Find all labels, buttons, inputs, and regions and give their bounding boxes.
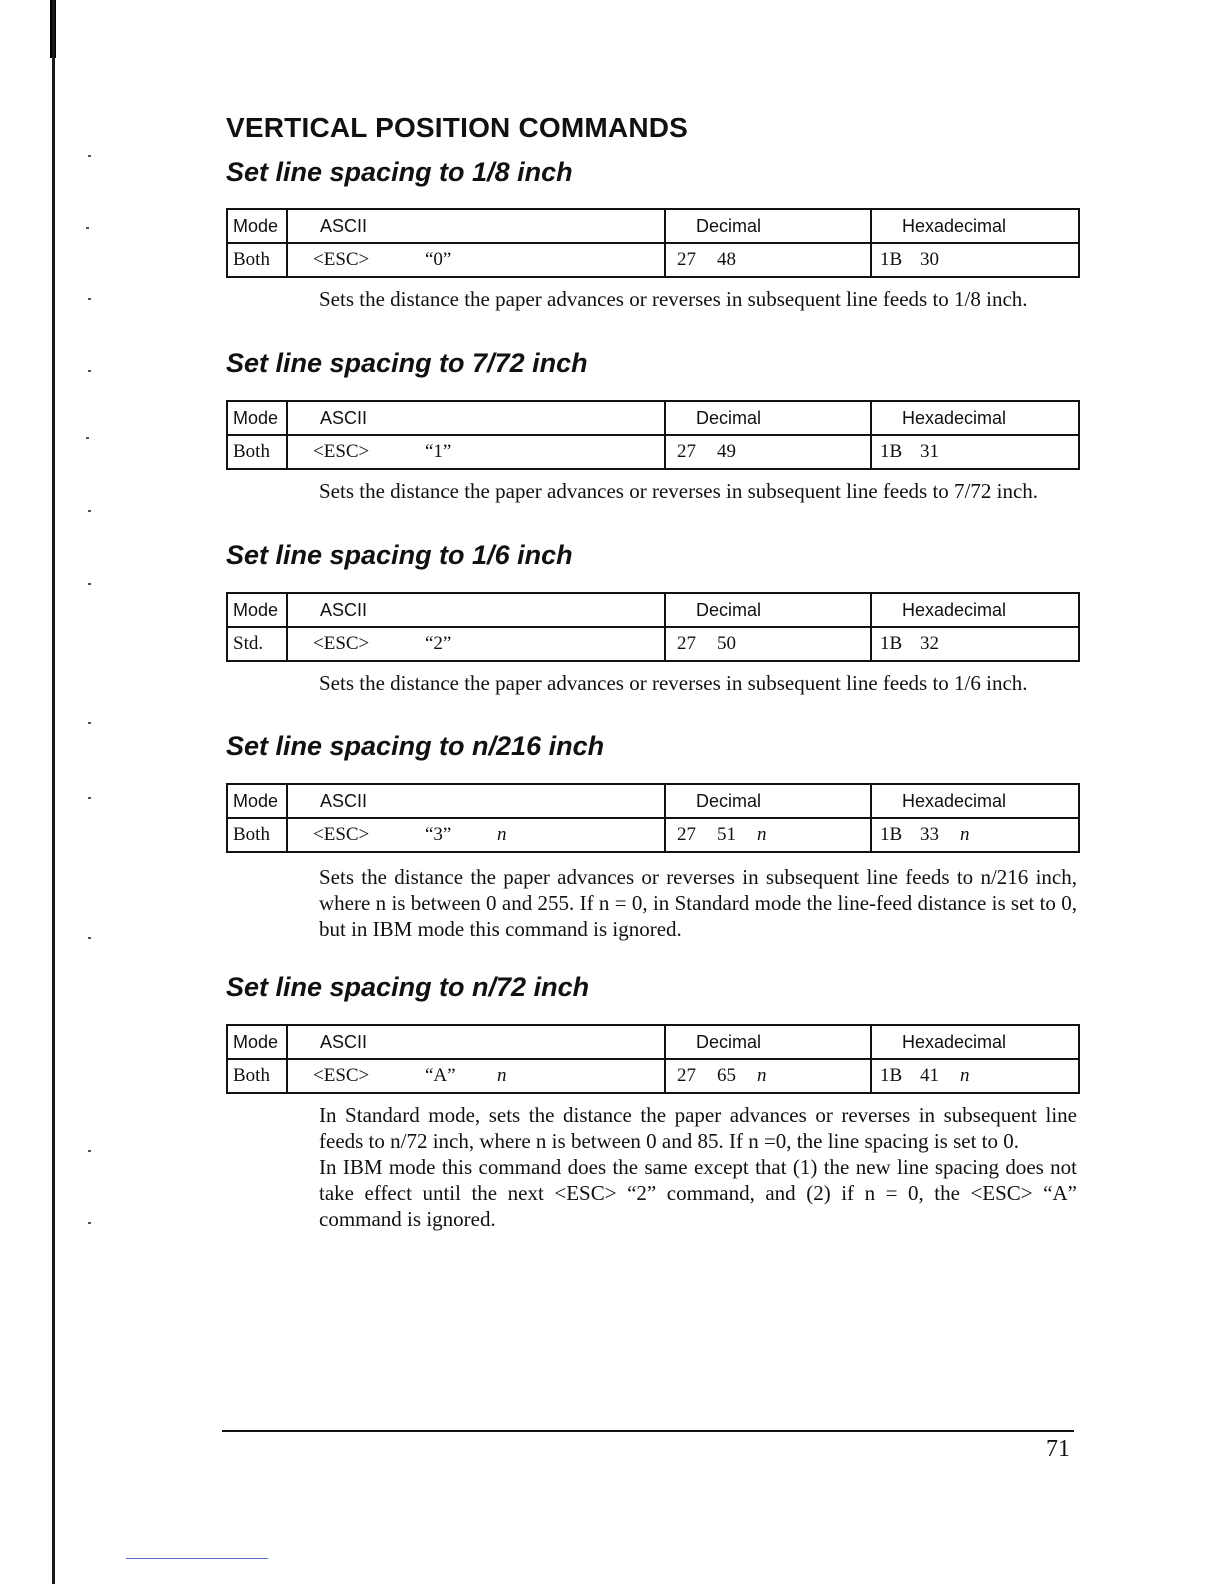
decimal-header: Decimal bbox=[665, 593, 871, 627]
ascii-char: “0” bbox=[425, 249, 452, 270]
hexadecimal-cell bbox=[871, 818, 1079, 852]
decimal-cell bbox=[665, 627, 871, 661]
scan-speck bbox=[88, 937, 91, 939]
decimal-esc: 27 bbox=[677, 1065, 696, 1086]
table-row bbox=[227, 1059, 1079, 1093]
hexadecimal-header: Hexadecimal bbox=[871, 209, 1079, 243]
ascii-arg: n bbox=[497, 1065, 507, 1086]
decimal-char: 65 bbox=[717, 1065, 736, 1086]
command-table bbox=[226, 208, 1080, 278]
hexadecimal-header: Hexadecimal bbox=[871, 784, 1079, 818]
ascii-char: “1” bbox=[425, 441, 452, 462]
decimal-header: Decimal bbox=[665, 401, 871, 435]
ascii-cell bbox=[287, 627, 665, 661]
hex-char: 31 bbox=[920, 441, 939, 462]
decimal-esc: 27 bbox=[677, 441, 696, 462]
hex-esc: 1B bbox=[880, 441, 903, 462]
table-row bbox=[227, 243, 1079, 277]
scan-speck bbox=[88, 298, 91, 300]
decimal-char: 50 bbox=[717, 633, 736, 654]
ascii-header: ASCII bbox=[287, 1025, 665, 1059]
ascii-char: “3” bbox=[425, 824, 452, 845]
section-title: Set line spacing to 1/8 inch bbox=[226, 157, 573, 187]
scan-speck bbox=[88, 583, 91, 585]
esc-code: <ESC> bbox=[313, 824, 370, 845]
table-row bbox=[227, 627, 1079, 661]
ascii-char: “2” bbox=[425, 633, 452, 654]
command-table bbox=[226, 400, 1080, 470]
ascii-char: “A” bbox=[425, 1065, 456, 1086]
hexadecimal-cell bbox=[871, 435, 1079, 469]
decimal-esc: 27 bbox=[677, 824, 696, 845]
mode-header: Mode bbox=[227, 784, 287, 818]
scan-speck bbox=[86, 437, 89, 439]
hexadecimal-header: Hexadecimal bbox=[871, 401, 1079, 435]
mode-header: Mode bbox=[227, 401, 287, 435]
ascii-header: ASCII bbox=[287, 209, 665, 243]
command-table bbox=[226, 783, 1080, 853]
hex-esc: 1B bbox=[880, 1065, 903, 1086]
scan-speck bbox=[88, 1150, 91, 1152]
mode-header: Mode bbox=[227, 1025, 287, 1059]
hex-arg: n bbox=[960, 824, 970, 845]
esc-code: <ESC> bbox=[313, 249, 370, 270]
hexadecimal-cell bbox=[871, 1059, 1079, 1093]
mode-cell: Both bbox=[227, 818, 287, 852]
section-description bbox=[319, 478, 1077, 504]
hex-char: 33 bbox=[920, 824, 939, 845]
section-description bbox=[319, 864, 1077, 942]
decimal-header: Decimal bbox=[665, 209, 871, 243]
decimal-arg: n bbox=[757, 1065, 767, 1086]
ascii-cell bbox=[287, 818, 665, 852]
description-paragraph: Sets the distance the paper advances or reverses in subsequent line feeds to 1/8 inch. bbox=[319, 287, 1028, 311]
hex-esc: 1B bbox=[880, 824, 903, 845]
description-paragraph: In IBM mode this command does the same except that (1) the new line spacing does not take effect until the next <ESC> “2” command, and (2) if n = 0, the <ESC> “A” command is ignored. bbox=[319, 1155, 1077, 1231]
esc-code: <ESC> bbox=[313, 633, 370, 654]
ascii-cell bbox=[287, 1059, 665, 1093]
description-paragraph: In Standard mode, sets the distance the paper advances or reverses in subsequent line feeds to n/72 inch, where n is between 0 and 85. If n =0, the line spacing is set to 0. bbox=[319, 1103, 1077, 1153]
hex-esc: 1B bbox=[880, 249, 903, 270]
decimal-header: Decimal bbox=[665, 784, 871, 818]
hex-esc: 1B bbox=[880, 633, 903, 654]
section-title: Set line spacing to 7/72 inch bbox=[226, 348, 588, 378]
section-title: Set line spacing to n/72 inch bbox=[226, 972, 590, 1002]
decimal-cell bbox=[665, 1059, 871, 1093]
esc-code: <ESC> bbox=[313, 441, 370, 462]
footer-rule bbox=[222, 1430, 1074, 1432]
decimal-char: 48 bbox=[717, 249, 736, 270]
table-header-row bbox=[227, 593, 1079, 627]
scan-speck bbox=[88, 1222, 91, 1224]
hex-char: 30 bbox=[920, 249, 939, 270]
hexadecimal-header: Hexadecimal bbox=[871, 593, 1079, 627]
hexadecimal-cell bbox=[871, 627, 1079, 661]
decimal-cell bbox=[665, 435, 871, 469]
table-header-row bbox=[227, 401, 1079, 435]
scan-speck bbox=[88, 370, 91, 372]
mode-header: Mode bbox=[227, 209, 287, 243]
mode-cell: Std. bbox=[227, 627, 287, 661]
section-title: Set line spacing to n/216 inch bbox=[226, 731, 605, 761]
ascii-header: ASCII bbox=[287, 401, 665, 435]
decimal-char: 51 bbox=[717, 824, 736, 845]
ascii-cell bbox=[287, 243, 665, 277]
mode-cell: Both bbox=[227, 435, 287, 469]
description-paragraph: Sets the distance the paper advances or reverses in subsequent line feeds to 1/6 inch. bbox=[319, 671, 1028, 695]
section-description bbox=[319, 1102, 1077, 1232]
scan-speck bbox=[88, 510, 91, 512]
hex-arg: n bbox=[960, 1065, 970, 1086]
scan-speck bbox=[88, 797, 91, 799]
scan-speck bbox=[88, 155, 91, 157]
hex-char: 41 bbox=[920, 1065, 939, 1086]
page-number: 71 bbox=[1046, 1436, 1070, 1462]
ascii-header: ASCII bbox=[287, 593, 665, 627]
page-title: VERTICAL POSITION COMMANDS bbox=[226, 112, 689, 143]
ascii-cell bbox=[287, 435, 665, 469]
decimal-header: Decimal bbox=[665, 1025, 871, 1059]
mode-cell: Both bbox=[227, 243, 287, 277]
description-paragraph: Sets the distance the paper advances or reverses in subsequent line feeds to 7/72 inch. bbox=[319, 479, 1039, 503]
decimal-esc: 27 bbox=[677, 633, 696, 654]
scan-speck bbox=[86, 227, 89, 229]
decimal-char: 49 bbox=[717, 441, 736, 462]
scan-speck bbox=[88, 722, 91, 724]
hexadecimal-cell bbox=[871, 243, 1079, 277]
description-paragraph: Sets the distance the paper advances or reverses in subsequent line feeds to n/216 inch, where n is between 0 and 255. If n = 0, in Standard mode the line-feed distance is set to 0, but in IBM mode this command is ignored. bbox=[319, 865, 1077, 941]
ascii-header: ASCII bbox=[287, 784, 665, 818]
hex-char: 32 bbox=[920, 633, 939, 654]
decimal-esc: 27 bbox=[677, 249, 696, 270]
section-description bbox=[319, 670, 1077, 696]
command-table bbox=[226, 592, 1080, 662]
section-description bbox=[319, 286, 1077, 312]
scan-binding-edge bbox=[52, 0, 55, 1584]
hexadecimal-header: Hexadecimal bbox=[871, 1025, 1079, 1059]
table-header-row bbox=[227, 209, 1079, 243]
table-header-row bbox=[227, 1025, 1079, 1059]
table-header-row bbox=[227, 784, 1079, 818]
mode-cell: Both bbox=[227, 1059, 287, 1093]
mode-header: Mode bbox=[227, 593, 287, 627]
section-title: Set line spacing to 1/6 inch bbox=[226, 540, 573, 570]
table-row bbox=[227, 818, 1079, 852]
decimal-cell bbox=[665, 243, 871, 277]
decimal-cell bbox=[665, 818, 871, 852]
decimal-arg: n bbox=[757, 824, 767, 845]
table-row bbox=[227, 435, 1079, 469]
esc-code: <ESC> bbox=[313, 1065, 370, 1086]
command-table bbox=[226, 1024, 1080, 1094]
scan-artifact-line bbox=[126, 1558, 268, 1559]
ascii-arg: n bbox=[497, 824, 507, 845]
